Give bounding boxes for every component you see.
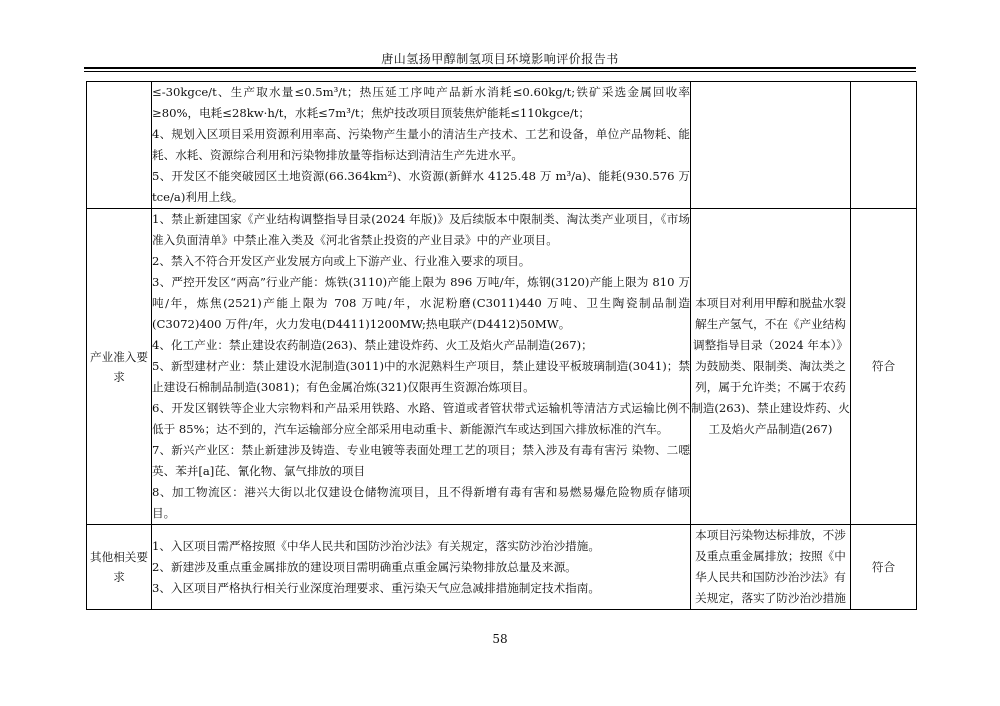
requirement-item: 4、化工产业：禁止建设农药制造(263)、禁止建设炸药、火工及焰火产品制造(267)； bbox=[152, 338, 593, 352]
table-row bbox=[87, 82, 917, 209]
page-number: 58 bbox=[492, 632, 508, 646]
requirement-item: ≤-30kgce/t、生产取水量≤0.5m³/t；热压延工序吨产品新水消耗≤0.60kg/t;铁矿采选金属回收率≥80%，电耗≤28kw·h/t，水耗≤7m³/t；焦炉技改项目顶装焦炉能耗≤110kgce/t； bbox=[152, 85, 690, 120]
category-cell: 其他相关要求 bbox=[87, 525, 152, 610]
header-rule-thick bbox=[84, 67, 916, 69]
conclusion-cell: 符合 bbox=[851, 525, 917, 610]
requirement-item: 3、入区项目严格执行相关行业深度治理要求、重污染天气应急减排措施制定技术指南。 bbox=[152, 580, 600, 595]
requirement-item: 8、加工物流区：港兴大街以北仅建设仓储物流项目，且不得新增有毒有害和易燃易爆危险物质存储项目。 bbox=[152, 485, 690, 520]
header-rule-thin bbox=[84, 71, 916, 72]
requirement-item: 4、规划入区项目采用资源利用率高、污染物产生量小的清洁生产技术、工艺和设备，单位产品物耗、能耗、水耗、资源综合利用和污染物排放量等指标达到清洁生产先进水平。 bbox=[152, 127, 690, 162]
analysis-cell bbox=[691, 82, 851, 209]
table-row bbox=[87, 525, 917, 610]
category-cell bbox=[87, 82, 152, 209]
conclusion-cell: 符合 bbox=[851, 209, 917, 525]
requirement-item: 1、禁止新建国家《产业结构调整指导目录(2024 年版)》及后续版本中限制类、淘汰类产业项目，《市场准入负面清单》中禁止准入类及《河北省禁止投资的产业目录》中的产业项目。 bbox=[152, 212, 690, 247]
analysis-cell: 本项目污染物达标排放，不涉及重点重金属排放；按照《中华人民共和国防沙治沙法》有关规定，落实了防沙治沙措施 bbox=[691, 525, 851, 610]
requirement-item: 2、新建涉及重点重金属排放的建设项目需明确重点重金属污染物排放总量及来源。 bbox=[152, 559, 577, 574]
requirements-cell bbox=[152, 82, 691, 209]
category-cell: 产业准入要求 bbox=[87, 209, 152, 525]
requirement-item: 6、开发区钢铁等企业大宗物料和产品采用铁路、水路、管道或者管状带式运输机等清洁方式运输比例不低于 85%；达不到的，汽车运输部分应全部采用电动重卡、新能源汽车或达到国六排放标准的汽车。 bbox=[152, 401, 690, 436]
table-row bbox=[87, 209, 917, 525]
requirement-item: 2、禁入不符合开发区产业发展方向或上下游产业、行业准入要求的项目。 bbox=[152, 254, 531, 268]
requirements-cell bbox=[152, 525, 691, 610]
requirement-item: 5、新型建材产业：禁止建设水泥制造(3011)中的水泥熟料生产项目，禁止建设平板玻璃制造(3041)；禁止建设石棉制品制造(3081)；有色金属冶炼(321)仅限再生资源冶炼项目。 bbox=[152, 359, 690, 394]
requirements-cell bbox=[152, 209, 691, 525]
report-header-title: 唐山氢扬甲醇制氢项目环境影响评价报告书 bbox=[381, 52, 619, 66]
requirement-item: 1、入区项目需严格按照《中华人民共和国防沙治沙法》有关规定，落实防沙治沙措施。 bbox=[152, 538, 600, 553]
compliance-table bbox=[86, 81, 917, 610]
analysis-cell: 本项目对利用甲醇和脱盐水裂解生产氢气，不在《产业结构调整指导目录（2024 年本）》为鼓励类、限制类、淘汰类之列，属于允许类；不属于农药制造(263)、禁止建设炸药、火工及焰火产品制造(267) bbox=[691, 209, 851, 525]
requirement-item: 7、新兴产业区：禁止新建涉及铸造、专业电镀等表面处理工艺的项目；禁入涉及有毒有害污 染物、二噁英、苯并[a]芘、氰化物、氯气排放的项目 bbox=[152, 443, 690, 478]
conclusion-cell bbox=[851, 82, 917, 209]
requirement-item: 3、严控开发区“两高”行业产能：炼铁(3110)产能上限为 896 万吨/年，炼钢(3120)产能上限为 810 万吨/年，炼焦(2521)产能上限为 708 万吨/年，水泥粉磨(C3011)440 万吨、卫生陶瓷制品制造(C3072)400 万件/年，火力发电(D4411)1200MW;热电联产(D4412)50MW。 bbox=[152, 275, 690, 331]
requirement-item: 5、开发区不能突破园区土地资源(66.364km²)、水资源(新鲜水 4125.48 万 m³/a)、能耗(930.576 万 tce/a)利用上线。 bbox=[152, 169, 690, 204]
